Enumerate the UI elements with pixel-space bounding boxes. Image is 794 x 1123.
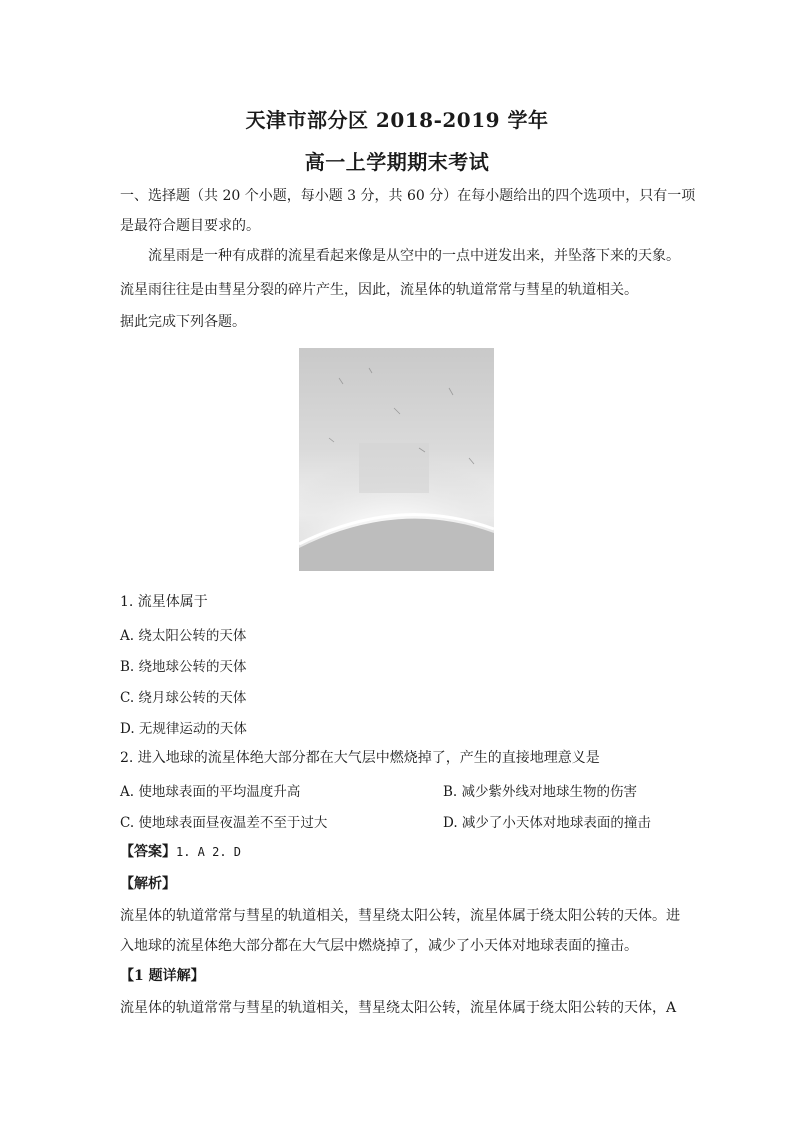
passage-line1: 流星雨是一种有成群的流星看起来像是从空中的一点中迸发出来，并坠落下来的天象。: [148, 248, 680, 264]
detail-1-line1: 流星体的轨道常常与彗星的轨道相关，彗星绕太阳公转，流星体属于绕太阳公转的天体，A: [120, 1000, 677, 1016]
passage-line3: 据此完成下列各题。: [120, 314, 246, 330]
q1-option-d: D. 无规律运动的天体: [120, 721, 247, 737]
question-2-stem: 2. 进入地球的流星体绝大部分都在大气层中燃烧掉了，产生的直接地理意义是: [120, 750, 600, 766]
section-intro-line2: 是最符合题目要求的。: [120, 218, 260, 234]
q2-option-a: A. 使地球表面的平均温度升高: [120, 784, 301, 800]
passage-line2: 流星雨往往是由彗星分裂的碎片产生，因此，流星体的轨道常常与彗星的轨道相关。: [120, 282, 638, 298]
q1-option-b: B. 绕地球公转的天体: [120, 659, 247, 675]
detail-1-label: 【1 题详解】: [120, 968, 205, 984]
analysis-line2: 入地球的流星体绝大部分都在大气层中燃烧掉了，减少了小天体对地球表面的撞击。: [120, 938, 638, 954]
answer-row: [120, 842, 241, 862]
answer-text: 1. A 2. D: [176, 845, 242, 859]
answer-label: 【答案】: [120, 844, 176, 860]
meteor-shower-photo: [299, 348, 494, 571]
q1-option-a: A. 绕太阳公转的天体: [120, 628, 247, 644]
q1-option-c: C. 绕月球公转的天体: [120, 690, 247, 706]
exam-title: 天津市部分区 2018-2019 学年: [245, 108, 549, 132]
q2-option-c: C. 使地球表面昼夜温差不至于过大: [120, 815, 328, 831]
section-intro-line1: 一、选择题（共 20 个小题，每小题 3 分，共 60 分）在每小题给出的四个选项中，只有一项: [120, 188, 696, 204]
q2-option-b: B. 减少紫外线对地球生物的伤害: [443, 784, 638, 800]
analysis-label: 【解析】: [120, 876, 176, 892]
exam-subtitle: 高一上学期期末考试: [304, 150, 490, 174]
analysis-line1: 流星体的轨道常常与彗星的轨道相关，彗星绕太阳公转，流星体属于绕太阳公转的天体。进: [120, 908, 680, 924]
question-1-stem: 1. 流星体属于: [120, 594, 208, 610]
q2-option-d: D. 减少了小天体对地球表面的撞击: [443, 815, 651, 831]
